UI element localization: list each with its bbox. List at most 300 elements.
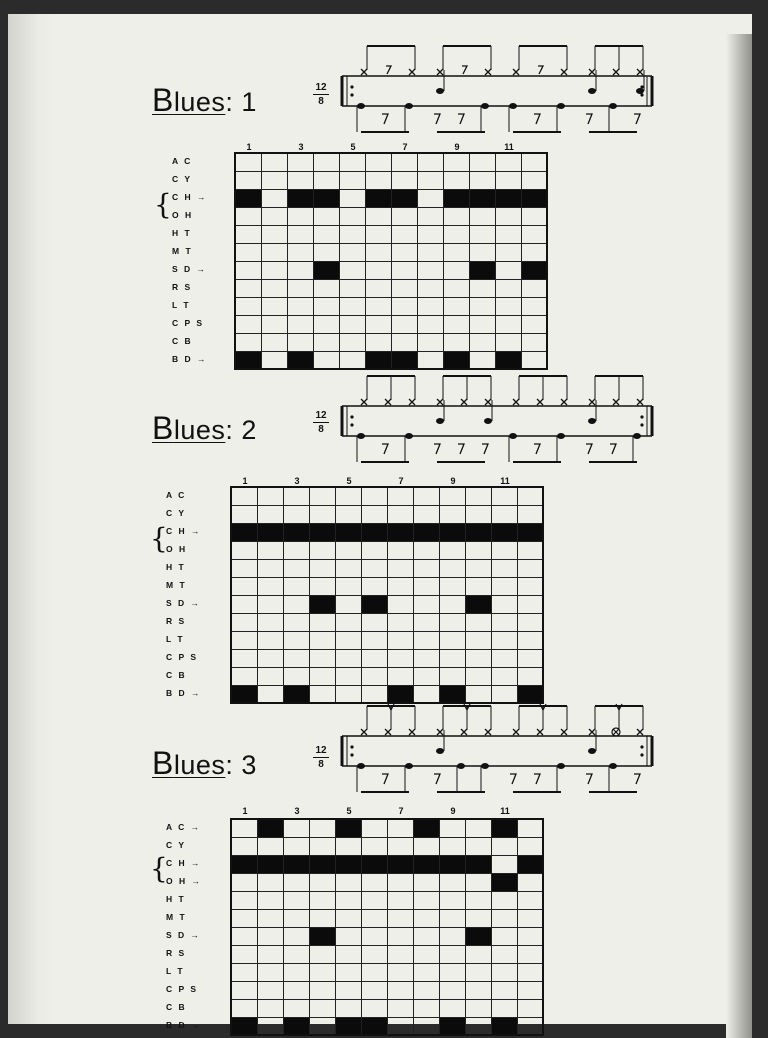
grid-cell <box>313 153 339 171</box>
grid-cell <box>339 171 365 189</box>
grid-cell <box>391 153 417 171</box>
instrument-label: C Y <box>166 840 187 850</box>
grid-cell <box>335 981 361 999</box>
grid-cell <box>413 837 439 855</box>
grid-cell <box>469 207 495 225</box>
grid-cell <box>335 595 361 613</box>
instrument-label: B D → <box>172 354 208 364</box>
grid-cell <box>517 559 543 577</box>
grid-row-lt <box>231 631 543 649</box>
grid-cell <box>469 171 495 189</box>
bass-drum-note <box>509 433 517 439</box>
grid-cell <box>335 999 361 1017</box>
grid-cell <box>495 261 521 279</box>
grid-cell <box>235 351 261 369</box>
grid-cell <box>417 171 443 189</box>
grid-cell <box>443 351 469 369</box>
grid-row-cy <box>235 171 547 189</box>
beat-number: 1 <box>246 142 252 152</box>
grid-cell <box>417 225 443 243</box>
grid-cell <box>387 523 413 541</box>
grid-cell <box>521 153 547 171</box>
grid-cell <box>309 855 335 873</box>
grid-cell <box>491 945 517 963</box>
grid-cell <box>491 685 517 703</box>
eighth-rest <box>434 774 440 784</box>
grid-cell <box>439 1017 465 1035</box>
eighth-rest <box>462 66 467 74</box>
grid-cell <box>495 171 521 189</box>
grid-cell <box>257 595 283 613</box>
grid-cell <box>521 189 547 207</box>
grid-cell <box>469 261 495 279</box>
grid-cell <box>309 837 335 855</box>
grid-cell <box>287 315 313 333</box>
grid-cell <box>439 819 465 837</box>
instrument-label: H T <box>166 562 186 572</box>
grid-cell <box>517 523 543 541</box>
grid-cell <box>361 945 387 963</box>
grid-cell <box>309 945 335 963</box>
beat-number: 3 <box>294 806 300 816</box>
grid-row-ht <box>235 225 547 243</box>
grid-cell <box>361 685 387 703</box>
grid-row-cb <box>231 999 543 1017</box>
grid-cell <box>283 541 309 559</box>
grid-cell <box>517 873 543 891</box>
snare-note <box>484 418 492 424</box>
grid-cell <box>491 837 517 855</box>
hihat-brace: { <box>150 852 168 885</box>
bass-drum-note <box>557 763 565 769</box>
grid-cell <box>465 855 491 873</box>
grid-cell <box>231 873 257 891</box>
grid-cell <box>335 523 361 541</box>
beat-number: 11 <box>504 142 514 152</box>
repeat-dot <box>640 753 643 756</box>
hihat-brace: { <box>154 188 172 221</box>
grid-cell <box>361 649 387 667</box>
grid-cell <box>231 927 257 945</box>
grid-cell <box>235 243 261 261</box>
grid-cell <box>417 261 443 279</box>
grid-cell <box>261 351 287 369</box>
step-grid <box>230 486 544 704</box>
grid-cell <box>339 297 365 315</box>
bass-drum-note <box>405 763 413 769</box>
beat-number: 9 <box>450 476 456 486</box>
grid-cell <box>521 243 547 261</box>
grid-cell <box>495 297 521 315</box>
grid-cell <box>231 577 257 595</box>
grid-cell <box>391 351 417 369</box>
grid-cell <box>465 559 491 577</box>
grid-cell <box>313 171 339 189</box>
instrument-label: A C → <box>166 822 202 832</box>
snare-note <box>436 748 444 754</box>
grid-cell <box>283 649 309 667</box>
grid-cell <box>517 505 543 523</box>
grid-cell <box>413 855 439 873</box>
grid-cell <box>361 523 387 541</box>
grid-cell <box>287 297 313 315</box>
grid-cell <box>335 819 361 837</box>
grid-cell <box>387 559 413 577</box>
grid-cell <box>235 207 261 225</box>
grid-cell <box>413 927 439 945</box>
grid-cell <box>417 351 443 369</box>
grid-cell <box>465 927 491 945</box>
grid-cell <box>231 685 257 703</box>
grid-cell <box>391 243 417 261</box>
grid-cell <box>231 999 257 1017</box>
grid-cell <box>413 891 439 909</box>
grid-cell <box>413 1017 439 1035</box>
eighth-rest <box>586 774 592 784</box>
grid-cell <box>361 891 387 909</box>
grid-cell <box>521 279 547 297</box>
grid-cell <box>339 351 365 369</box>
grid-cell <box>283 667 309 685</box>
bass-drum-note <box>357 103 365 109</box>
grid-cell <box>231 981 257 999</box>
grid-cell <box>335 667 361 685</box>
hihat-note <box>485 729 491 735</box>
grid-cell <box>517 631 543 649</box>
bass-drum-note <box>509 103 517 109</box>
grid-cell <box>439 873 465 891</box>
grid-row-oh <box>231 873 543 891</box>
grid-cell <box>335 559 361 577</box>
grid-cell <box>465 595 491 613</box>
grid-cell <box>283 963 309 981</box>
grid-cell <box>257 559 283 577</box>
grid-row-ac <box>235 153 547 171</box>
grid-cell <box>287 189 313 207</box>
grid-cell <box>465 667 491 685</box>
grid-cell <box>335 891 361 909</box>
grid-cell <box>443 261 469 279</box>
grid-cell <box>257 909 283 927</box>
grid-cell <box>443 279 469 297</box>
grid-row-ac <box>231 819 543 837</box>
instrument-label: L T <box>172 300 191 310</box>
grid-cell <box>361 927 387 945</box>
snare-note <box>436 418 444 424</box>
grid-cell <box>361 1017 387 1035</box>
grid-cell <box>287 351 313 369</box>
instrument-label: S D → <box>166 598 202 608</box>
grid-cell <box>235 333 261 351</box>
grid-cell <box>361 559 387 577</box>
repeat-dot <box>350 753 353 756</box>
grid-cell <box>517 855 543 873</box>
grid-cell <box>361 855 387 873</box>
grid-cell <box>365 153 391 171</box>
eighth-rest <box>510 774 516 784</box>
grid-cell <box>469 225 495 243</box>
grid-cell <box>439 999 465 1017</box>
grid-cell <box>361 613 387 631</box>
grid-cell <box>469 153 495 171</box>
grid-cell <box>517 1017 543 1035</box>
grid-cell <box>417 189 443 207</box>
grid-cell <box>417 297 443 315</box>
beat-number: 5 <box>350 142 356 152</box>
hihat-note <box>437 729 443 735</box>
grid-cell <box>517 909 543 927</box>
beat-number: 9 <box>454 142 460 152</box>
grid-cell <box>313 279 339 297</box>
grid-cell <box>413 505 439 523</box>
grid-row-rs <box>231 945 543 963</box>
instrument-label: O H → <box>166 876 202 886</box>
grid-cell <box>335 927 361 945</box>
grid-cell <box>257 1017 283 1035</box>
grid-cell <box>443 171 469 189</box>
grid-cell <box>283 505 309 523</box>
grid-cell <box>413 541 439 559</box>
grid-cell <box>309 685 335 703</box>
instrument-label: A C <box>166 490 187 500</box>
repeat-dot <box>350 415 353 418</box>
grid-cell <box>361 505 387 523</box>
grid-cell <box>365 171 391 189</box>
grid-cell <box>439 577 465 595</box>
grid-cell <box>495 279 521 297</box>
hihat-note <box>561 399 567 405</box>
bass-drum-note <box>481 763 489 769</box>
grid-cell <box>391 261 417 279</box>
grid-cell <box>365 261 391 279</box>
grid-row-oh <box>231 541 543 559</box>
instrument-label: C H → <box>166 858 202 868</box>
grid-cell <box>231 891 257 909</box>
grid-row-rs <box>231 613 543 631</box>
grid-cell <box>231 945 257 963</box>
grid-cell <box>313 189 339 207</box>
grid-cell <box>257 819 283 837</box>
instrument-label: M T <box>166 912 187 922</box>
beat-number: 11 <box>500 806 510 816</box>
grid-cell <box>465 945 491 963</box>
instrument-label: C Y <box>172 174 193 184</box>
grid-cell <box>387 631 413 649</box>
grid-row-ch <box>231 855 543 873</box>
grid-cell <box>465 577 491 595</box>
eighth-rest <box>434 114 440 124</box>
grid-row-cb <box>235 333 547 351</box>
instrument-label: A C <box>172 156 193 166</box>
grid-cell <box>339 189 365 207</box>
grid-cell <box>491 873 517 891</box>
grid-cell <box>365 351 391 369</box>
eighth-rest <box>458 114 464 124</box>
grid-cell <box>231 855 257 873</box>
grid-cell <box>417 243 443 261</box>
eighth-rest <box>634 774 640 784</box>
bass-drum-note <box>557 433 565 439</box>
eighth-rest <box>386 66 391 74</box>
grid-cell <box>261 153 287 171</box>
grid-cell <box>517 837 543 855</box>
grid-cell <box>439 559 465 577</box>
open-hihat-note <box>613 729 619 735</box>
eighth-rest <box>586 444 592 454</box>
grid-cell <box>439 667 465 685</box>
grid-cell <box>517 667 543 685</box>
grid-cell <box>261 279 287 297</box>
grid-cell <box>413 909 439 927</box>
repeat-dot <box>350 745 353 748</box>
grid-cell <box>443 225 469 243</box>
grid-cell <box>309 541 335 559</box>
grid-cell <box>309 577 335 595</box>
hihat-note <box>361 69 367 75</box>
time-signature: 12 8 <box>313 82 329 107</box>
grid-row-rs <box>235 279 547 297</box>
grid-cell <box>287 279 313 297</box>
grid-cell <box>335 873 361 891</box>
hihat-note <box>437 399 443 405</box>
grid-cell <box>309 1017 335 1035</box>
grid-cell <box>391 279 417 297</box>
grid-cell <box>339 315 365 333</box>
grid-cell <box>413 945 439 963</box>
grid-cell <box>231 595 257 613</box>
grid-cell <box>231 819 257 837</box>
bass-drum-note <box>609 763 617 769</box>
grid-cell <box>413 981 439 999</box>
hihat-note <box>561 729 567 735</box>
grid-cell <box>283 1017 309 1035</box>
grid-cell <box>495 315 521 333</box>
grid-cell <box>439 487 465 505</box>
hihat-note <box>589 729 595 735</box>
grid-cell <box>439 631 465 649</box>
grid-cell <box>491 1017 517 1035</box>
grid-cell <box>521 261 547 279</box>
hihat-note <box>537 399 543 405</box>
hihat-note <box>513 69 519 75</box>
grid-cell <box>339 243 365 261</box>
section-title: Blues: 2 <box>152 410 257 446</box>
grid-cell <box>309 873 335 891</box>
beat-number: 7 <box>398 476 404 486</box>
grid-cell <box>517 891 543 909</box>
grid-cell <box>309 981 335 999</box>
bass-drum-note <box>633 433 641 439</box>
grid-cell <box>261 189 287 207</box>
grid-cell <box>339 261 365 279</box>
grid-row-sd <box>235 261 547 279</box>
grid-cell <box>521 225 547 243</box>
grid-cell <box>517 613 543 631</box>
grid-cell <box>439 505 465 523</box>
grid-cell <box>495 243 521 261</box>
grid-cell <box>413 559 439 577</box>
hihat-note <box>361 399 367 405</box>
grid-cell <box>443 315 469 333</box>
grid-cell <box>287 243 313 261</box>
grid-cell <box>335 541 361 559</box>
grid-cell <box>361 577 387 595</box>
hihat-note <box>589 69 595 75</box>
book-spine-shadow <box>726 34 752 1038</box>
grid-row-sd <box>231 595 543 613</box>
grid-cell <box>257 631 283 649</box>
grid-cell <box>287 225 313 243</box>
grid-cell <box>417 279 443 297</box>
grid-row-cps <box>235 315 547 333</box>
eighth-rest <box>458 444 464 454</box>
grid-cell <box>257 999 283 1017</box>
instrument-label: C B <box>166 1002 187 1012</box>
grid-cell <box>257 685 283 703</box>
grid-row-ht <box>231 891 543 909</box>
repeat-dot <box>640 423 643 426</box>
grid-cell <box>335 963 361 981</box>
grid-cell <box>521 351 547 369</box>
beat-number: 7 <box>398 806 404 816</box>
grid-cell <box>339 225 365 243</box>
grid-cell <box>491 891 517 909</box>
grid-cell <box>491 855 517 873</box>
grid-cell <box>491 577 517 595</box>
grid-cell <box>283 595 309 613</box>
grid-cell <box>387 685 413 703</box>
drum-notation-staff <box>338 702 658 802</box>
grid-row-sd <box>231 927 543 945</box>
grid-row-lt <box>235 297 547 315</box>
grid-cell <box>361 595 387 613</box>
page-gutter-shadow <box>8 14 54 1024</box>
instrument-label: L T <box>166 966 185 976</box>
grid-cell <box>413 999 439 1017</box>
bass-drum-note <box>457 763 465 769</box>
bass-drum-note <box>357 763 365 769</box>
grid-cell <box>313 315 339 333</box>
grid-row-cy <box>231 837 543 855</box>
grid-cell <box>439 837 465 855</box>
instrument-label: C H → <box>166 526 202 536</box>
grid-cell <box>231 667 257 685</box>
grid-cell <box>521 333 547 351</box>
grid-cell <box>413 595 439 613</box>
grid-cell <box>439 595 465 613</box>
grid-cell <box>339 153 365 171</box>
grid-cell <box>465 685 491 703</box>
grid-cell <box>413 613 439 631</box>
grid-cell <box>335 945 361 963</box>
grid-cell <box>309 819 335 837</box>
grid-cell <box>417 153 443 171</box>
grid-cell <box>257 487 283 505</box>
grid-cell <box>231 649 257 667</box>
grid-row-ht <box>231 559 543 577</box>
grid-cell <box>465 631 491 649</box>
grid-cell <box>339 279 365 297</box>
hihat-note <box>637 69 643 75</box>
grid-row-ch <box>231 523 543 541</box>
grid-cell <box>283 631 309 649</box>
grid-cell <box>283 559 309 577</box>
grid-cell <box>283 909 309 927</box>
grid-cell <box>309 667 335 685</box>
grid-cell <box>257 577 283 595</box>
hihat-note <box>409 69 415 75</box>
grid-cell <box>261 315 287 333</box>
